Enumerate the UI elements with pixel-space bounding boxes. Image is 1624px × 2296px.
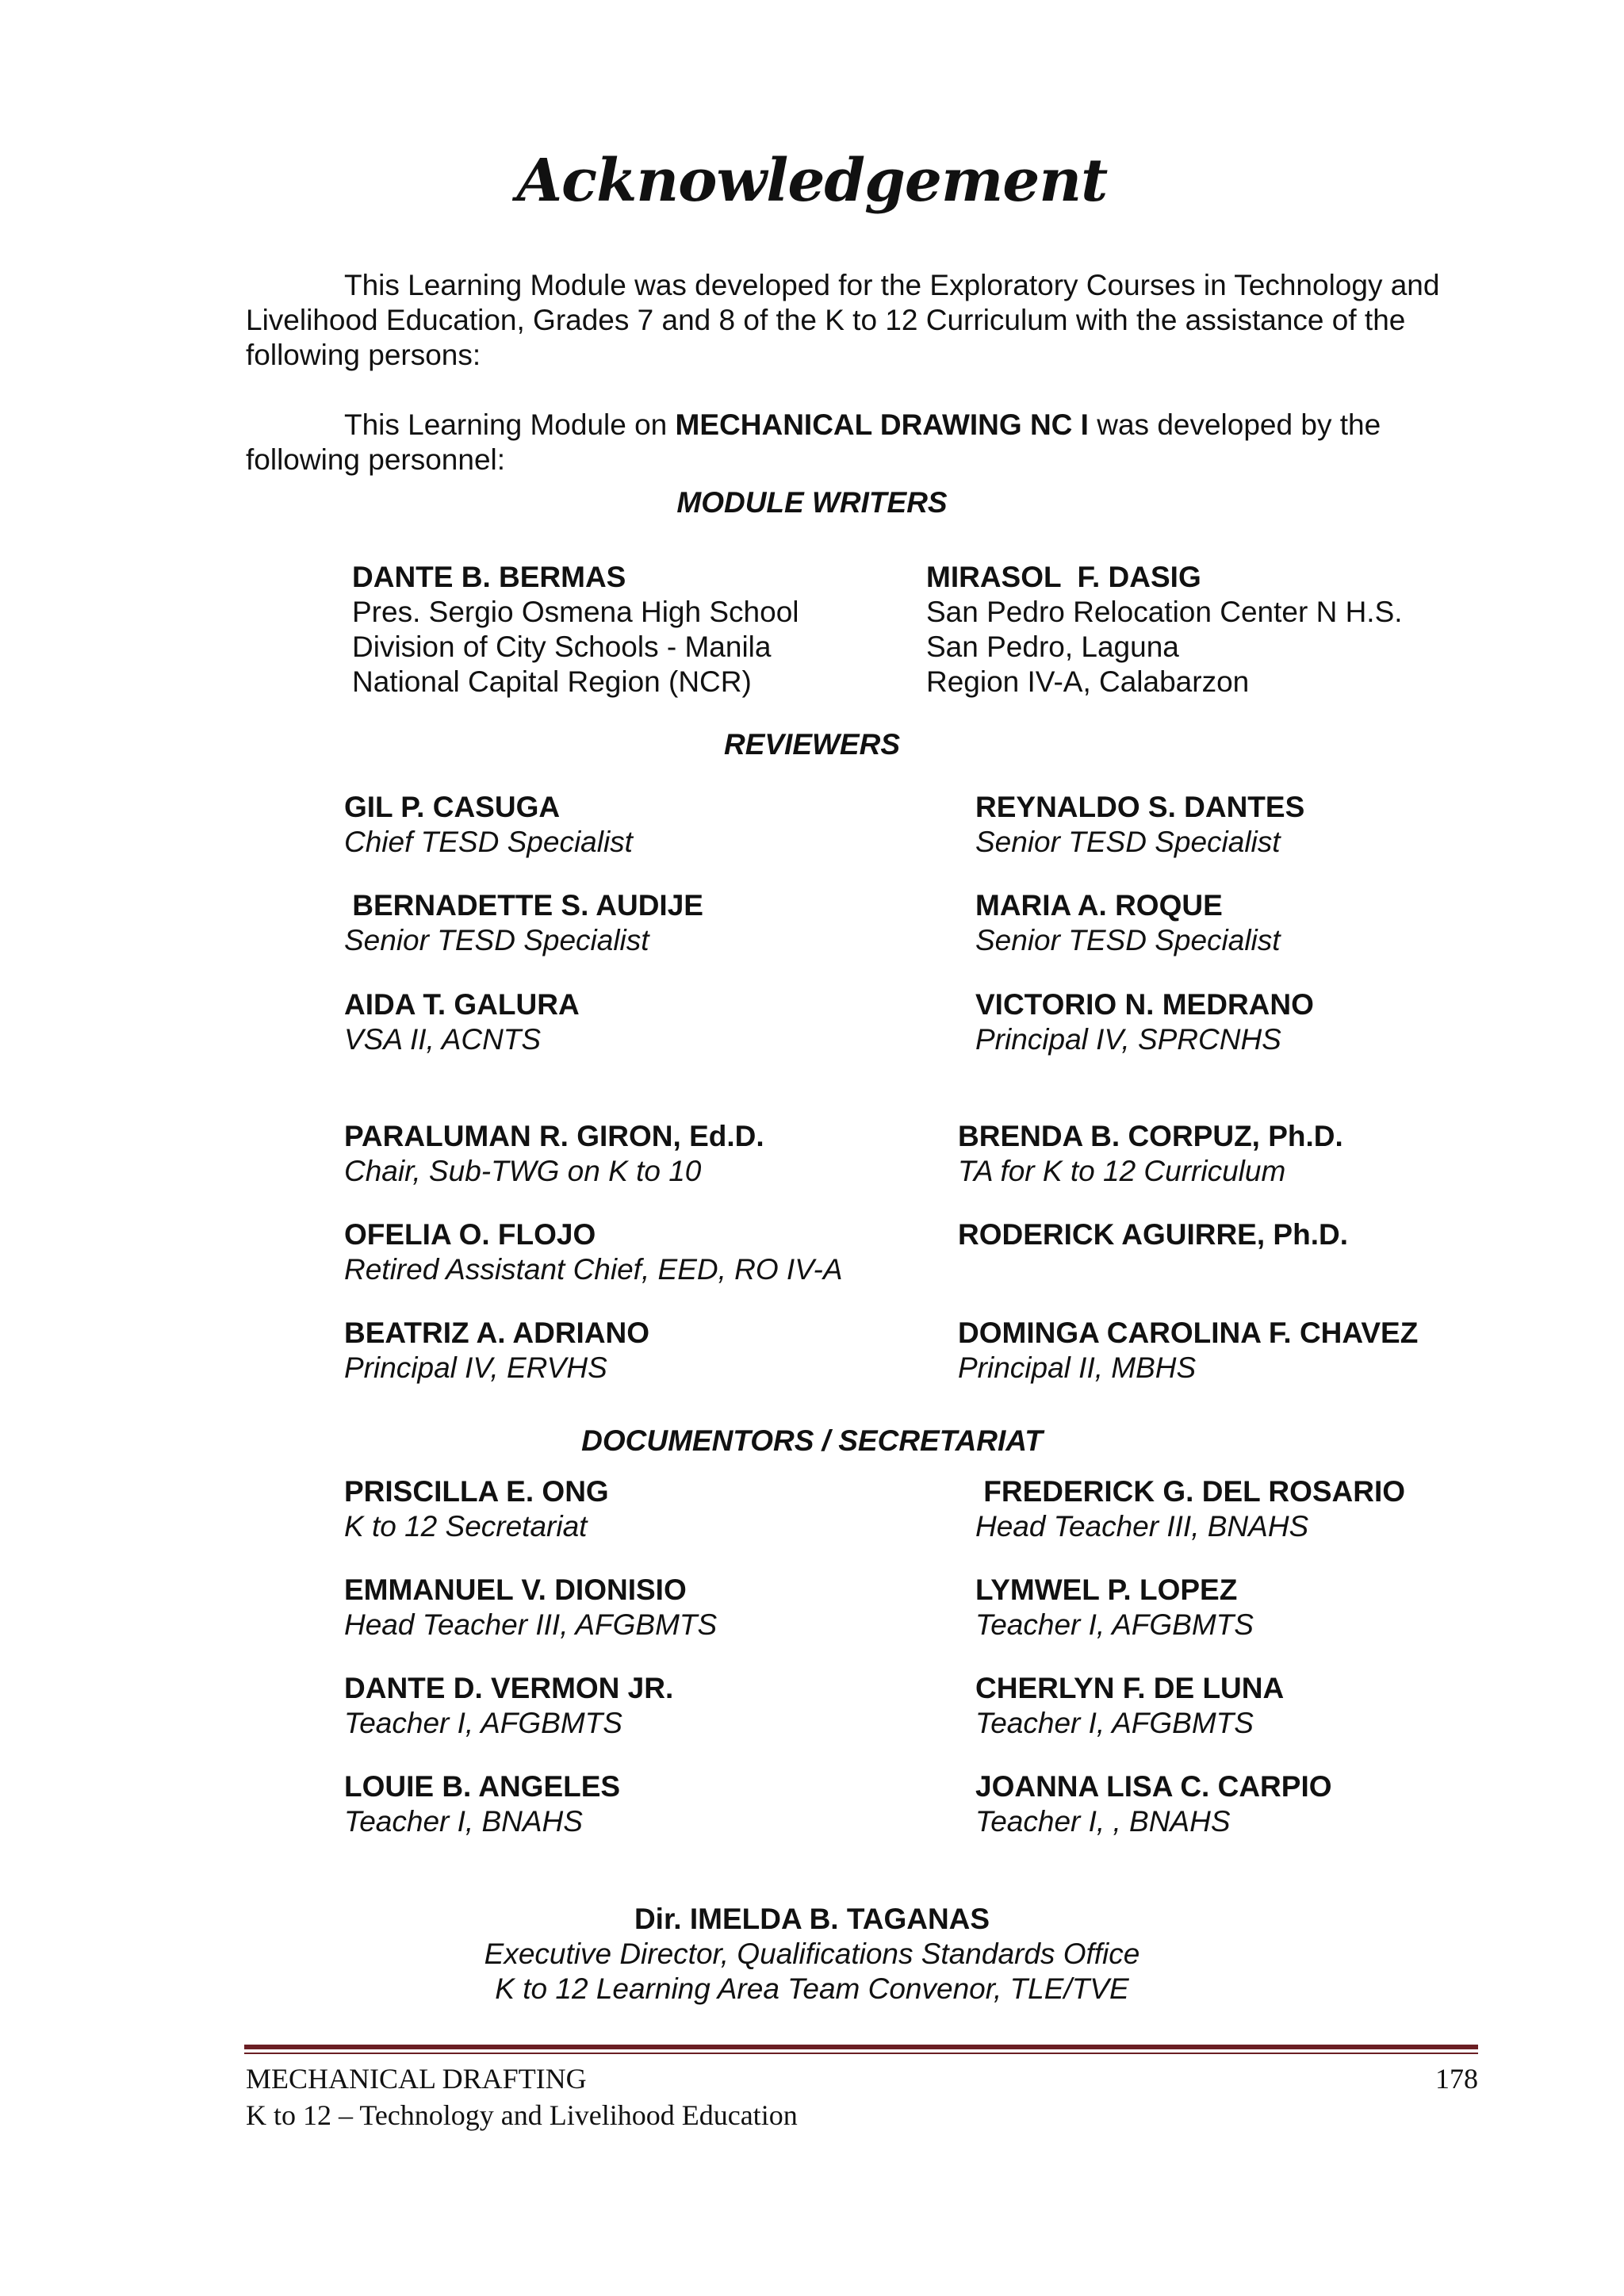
documentor-role: Teacher I, , BNAHS bbox=[975, 1805, 1231, 1838]
footer-rule-thin bbox=[244, 2053, 1478, 2054]
reviewer-role: Senior TESD Specialist bbox=[975, 924, 1281, 956]
documentor-role: Teacher I, AFGBMTS bbox=[975, 1707, 1254, 1739]
reviewer-role: Chair, Sub-TWG on K to 10 bbox=[344, 1155, 702, 1187]
reviewer-name: RODERICK AGUIRRE, Ph.D. bbox=[958, 1218, 1348, 1251]
writer-left-region: National Capital Region (NCR) bbox=[352, 665, 752, 698]
reviewer-name: VICTORIO N. MEDRANO bbox=[975, 988, 1314, 1021]
reviewer-role: VSA II, ACNTS bbox=[344, 1023, 542, 1056]
reviewer-name: REYNALDO S. DANTES bbox=[975, 791, 1305, 823]
documentor-role: K to 12 Secretariat bbox=[344, 1510, 588, 1543]
documentor-name: JOANNA LISA C. CARPIO bbox=[975, 1770, 1332, 1803]
reviewer-name: BRENDA B. CORPUZ, Ph.D. bbox=[958, 1120, 1343, 1152]
reviewer-name: MARIA A. ROQUE bbox=[975, 889, 1223, 922]
documentor-name: PRISCILLA E. ONG bbox=[344, 1475, 609, 1508]
page-title: Acknowledgement bbox=[516, 147, 1108, 215]
reviewer-name: AIDA T. GALURA bbox=[344, 988, 580, 1021]
documentor-role: Head Teacher III, AFGBMTS bbox=[344, 1608, 718, 1641]
intro-p2-before: This Learning Module on bbox=[344, 408, 676, 441]
documentor-name: LOUIE B. ANGELES bbox=[344, 1770, 621, 1803]
reviewer-role: Principal II, MBHS bbox=[958, 1351, 1197, 1384]
intro-paragraph-2 bbox=[246, 408, 1483, 477]
page-number: 178 bbox=[1435, 2063, 1478, 2095]
reviewer-role: Principal IV, ERVHS bbox=[344, 1351, 607, 1384]
intro-paragraph-1-text: This Learning Module was developed for the Exploratory Courses in Technology and Livelihood Education, Grades 7 and 8 of the K to 12 Curriculum with the assistance of the following persons: bbox=[246, 269, 1440, 371]
documentor-name: FREDERICK G. DEL ROSARIO bbox=[975, 1475, 1406, 1508]
writer-left-name: DANTE B. BERMAS bbox=[352, 561, 626, 593]
writer-left-school: Pres. Sergio Osmena High School bbox=[352, 596, 799, 628]
documentors-heading: DOCUMENTORS / SECRETARIAT bbox=[581, 1424, 1043, 1457]
director-name: Dir. IMELDA B. TAGANAS bbox=[634, 1903, 990, 1935]
intro-paragraph-1 bbox=[246, 268, 1483, 373]
writer-right-region: Region IV-A, Calabarzon bbox=[926, 665, 1250, 698]
reviewer-role: Senior TESD Specialist bbox=[975, 826, 1281, 858]
documentor-name: EMMANUEL V. DIONISIO bbox=[344, 1573, 687, 1606]
writer-right-city: San Pedro, Laguna bbox=[926, 631, 1179, 663]
reviewer-name: OFELIA O. FLOJO bbox=[344, 1218, 596, 1251]
module-name: MECHANICAL DRAWING NC I bbox=[675, 408, 1089, 441]
documentor-role: Teacher I, AFGBMTS bbox=[975, 1608, 1254, 1641]
reviewer-role: Senior TESD Specialist bbox=[344, 924, 649, 956]
documentor-name: DANTE D. VERMON JR. bbox=[344, 1672, 674, 1704]
footer-rule-thick bbox=[244, 2045, 1478, 2049]
module-writers-heading: MODULE WRITERS bbox=[676, 486, 948, 519]
documentor-role: Head Teacher III, BNAHS bbox=[975, 1510, 1309, 1543]
reviewer-name: DOMINGA CAROLINA F. CHAVEZ bbox=[958, 1317, 1419, 1349]
reviewer-name: BEATRIZ A. ADRIANO bbox=[344, 1317, 650, 1349]
reviewer-name: BERNADETTE S. AUDIJE bbox=[344, 889, 703, 922]
reviewer-role: Principal IV, SPRCNHS bbox=[975, 1023, 1281, 1056]
reviewer-name: PARALUMAN R. GIRON, Ed.D. bbox=[344, 1120, 764, 1152]
documentor-role: Teacher I, BNAHS bbox=[344, 1805, 583, 1838]
reviewer-role: Chief TESD Specialist bbox=[344, 826, 633, 858]
documentor-name: CHERLYN F. DE LUNA bbox=[975, 1672, 1285, 1704]
writer-right-school: San Pedro Relocation Center N H.S. bbox=[926, 596, 1403, 628]
reviewers-heading: REVIEWERS bbox=[723, 728, 901, 761]
reviewer-name: GIL P. CASUGA bbox=[344, 791, 561, 823]
footer-program: K to 12 – Technology and Livelihood Education bbox=[246, 2099, 798, 2131]
documentor-role: Teacher I, AFGBMTS bbox=[344, 1707, 622, 1739]
footer-course-title: MECHANICAL DRAFTING bbox=[246, 2063, 587, 2095]
intro-p2-after: was developed by the following personnel: bbox=[246, 408, 1381, 476]
director-convenor: K to 12 Learning Area Team Convenor, TLE/TVE bbox=[495, 1972, 1129, 2005]
reviewer-role: Retired Assistant Chief, EED, RO IV-A bbox=[344, 1253, 843, 1286]
writer-right-name: MIRASOL F. DASIG bbox=[926, 561, 1201, 593]
reviewer-role: TA for K to 12 Curriculum bbox=[958, 1155, 1286, 1187]
writer-left-division: Division of City Schools - Manila bbox=[352, 631, 772, 663]
documentor-name: LYMWEL P. LOPEZ bbox=[975, 1573, 1238, 1606]
director-title: Executive Director, Qualifications Standards Office bbox=[484, 1938, 1140, 1970]
